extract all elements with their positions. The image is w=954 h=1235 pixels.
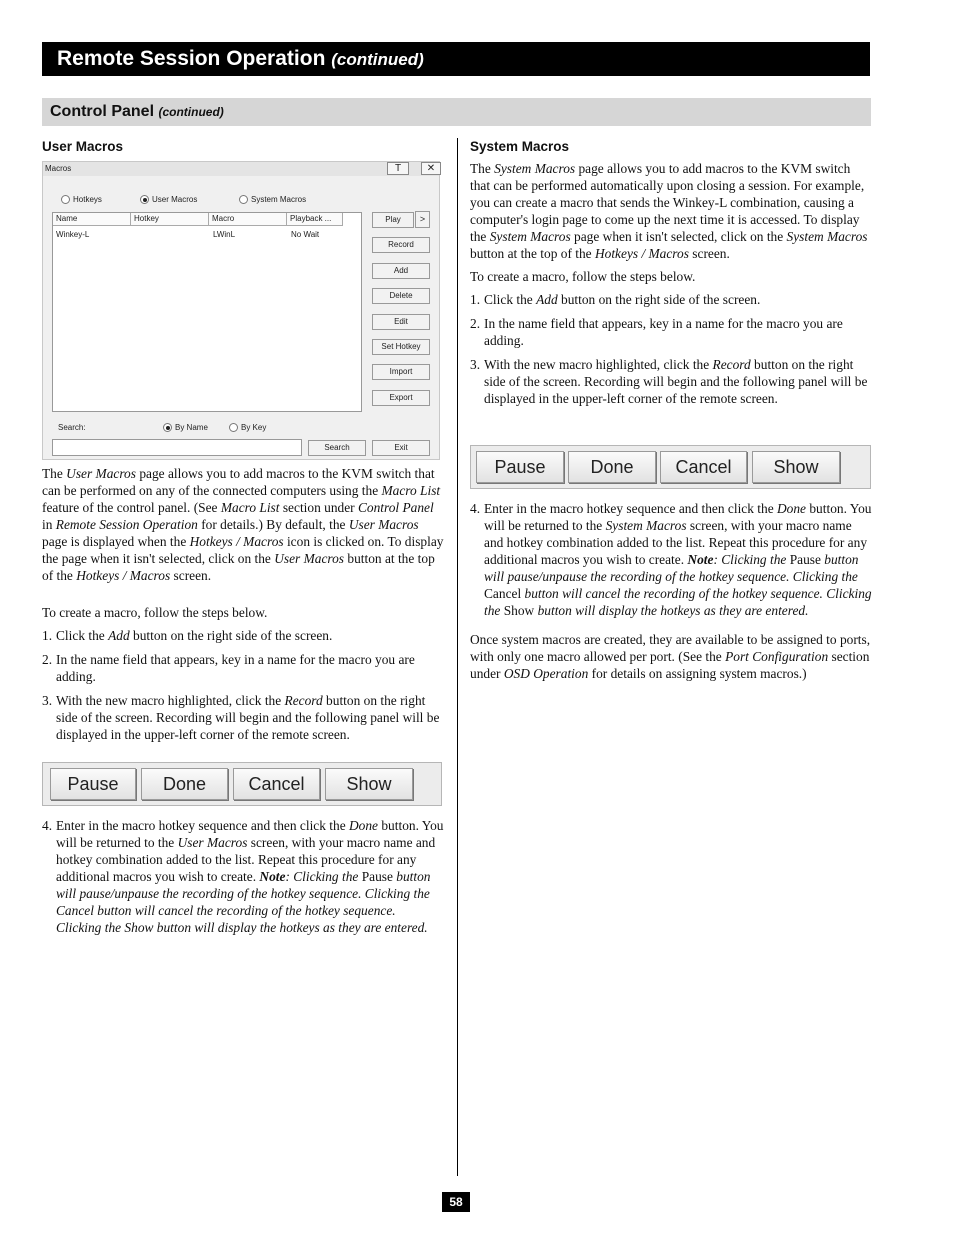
window-titlebar: Macros bbox=[43, 162, 439, 176]
set-hotkey-button[interactable]: Set Hotkey bbox=[372, 339, 430, 355]
system-macros-heading: System Macros bbox=[470, 139, 570, 154]
done-button[interactable]: Done bbox=[141, 768, 228, 800]
radio-by-name[interactable]: By Name bbox=[163, 423, 208, 432]
right-step-2: 2. In the name field that appears, key in a name for the macro you are adding. bbox=[470, 316, 843, 348]
radio-by-key[interactable]: By Key bbox=[229, 423, 266, 432]
search-input[interactable] bbox=[52, 439, 302, 456]
show-button[interactable]: Show bbox=[325, 768, 413, 800]
left-steps-intro: To create a macro, follow the steps below. bbox=[42, 605, 268, 620]
edit-button[interactable]: Edit bbox=[372, 314, 430, 330]
radio-user-macros[interactable]: User Macros bbox=[140, 195, 197, 204]
cancel-button[interactable]: Cancel bbox=[660, 451, 747, 483]
user-macros-intro: The User Macros page allows you to add macros to the KVM switch that can be performed on any of the connected computers using the Macro List feature of the control panel. (See Macro List section under Control Panel in Remote Session Operation for details.) By default, the User Macros page is displayed when the Hotkeys / Macros icon is clicked on. To display the page when it isn't selected, click on the User Macros button at the top of the Hotkeys / Macros screen. bbox=[42, 466, 444, 583]
macro-list[interactable] bbox=[52, 212, 362, 412]
right-step-1: 1. Click the Add button on the right side of the screen. bbox=[470, 292, 761, 307]
radio-dot-icon bbox=[140, 195, 149, 204]
search-label: Search: bbox=[58, 423, 86, 432]
system-macros-intro: The System Macros page allows you to add macros to the KVM switch that can be performed automatically upon closing a session. For example, you can create a macro that sends the Winkey-L combination, causing a computer's login page to come up the next time it is accessed. To display the System Macros page when it isn't selected, click on the System Macros button at the top of the Hotkeys / Macros screen. bbox=[470, 161, 868, 261]
exit-button[interactable]: Exit bbox=[372, 440, 430, 456]
play-button[interactable]: Play bbox=[372, 212, 414, 228]
radio-dot-icon bbox=[163, 423, 172, 432]
closing-paragraph: Once system macros are created, they are available to be assigned to ports, with only one macro allowed per port. (See the Port Configuration section under OSD Operation for details on assigning system macros.) bbox=[470, 632, 871, 681]
right-body bbox=[470, 138, 872, 414]
radio-dot-icon bbox=[229, 423, 238, 432]
left-step-3: 3. With the new macro highlighted, click the Record button on the right side of the screen. Recording will begin and the following panel will be displayed in the upper-left corner of the remote screen. bbox=[42, 693, 440, 742]
radio-dot-icon bbox=[239, 195, 248, 204]
right-step-4: 4. Enter in the macro hotkey sequence and then click the Done button. You will be returned to the System Macros screen, with your macro name and hotkey combination added to the list. Repeat this procedure for any additional macros you wish to create. Note: Clicking the Pause button will pause/unpause the recording of the hotkey sequence. Clicking the Cancel button will cancel the recording of the hotkey sequence. Clicking the Show button will display the hotkeys as they are entered. bbox=[470, 501, 872, 618]
column-divider bbox=[457, 138, 458, 1176]
left-step-1: 1. Click the Add button on the right side of the screen. bbox=[42, 628, 333, 643]
recording-panel-left bbox=[42, 762, 442, 806]
right-step4-block bbox=[470, 500, 872, 688]
import-button[interactable]: Import bbox=[372, 364, 430, 380]
left-step4-block bbox=[42, 817, 444, 943]
right-steps-intro: To create a macro, follow the steps below. bbox=[470, 269, 696, 284]
search-button[interactable]: Search bbox=[308, 440, 366, 456]
col-hotkey[interactable]: Hotkey bbox=[131, 213, 209, 226]
play-arrow-button[interactable]: > bbox=[415, 211, 430, 228]
close-icon[interactable]: ✕ bbox=[421, 162, 441, 175]
col-macro[interactable]: Macro bbox=[209, 213, 287, 226]
recording-panel-right bbox=[470, 445, 871, 489]
col-playback[interactable]: Playback ... bbox=[287, 213, 343, 226]
col-name[interactable]: Name bbox=[53, 213, 131, 226]
pause-button[interactable]: Pause bbox=[476, 451, 564, 483]
page-title: Remote Session Operation (continued) bbox=[42, 42, 870, 76]
pin-button[interactable]: T bbox=[387, 162, 409, 175]
row-macro[interactable]: LWinL bbox=[213, 230, 236, 239]
record-button[interactable]: Record bbox=[372, 237, 430, 253]
radio-system-macros[interactable]: System Macros bbox=[239, 195, 306, 204]
macros-window bbox=[42, 161, 440, 460]
done-button[interactable]: Done bbox=[568, 451, 656, 483]
row-playback[interactable]: No Wait bbox=[291, 230, 320, 239]
page-number: 58 bbox=[442, 1192, 470, 1212]
right-step-3: 3. With the new macro highlighted, click the Record button on the right side of the screen. Recording will begin and the following panel will be displayed in the upper-left corner of the remote screen. bbox=[470, 357, 868, 406]
radio-hotkeys[interactable]: Hotkeys bbox=[61, 195, 102, 204]
radio-dot-icon bbox=[61, 195, 70, 204]
delete-button[interactable]: Delete bbox=[372, 288, 430, 304]
pause-button[interactable]: Pause bbox=[50, 768, 136, 800]
left-step-4: 4. Enter in the macro hotkey sequence and then click the Done button. You will be returned to the User Macros screen, with your macro name and hotkey combination added to the list. Repeat this procedure for any additional macros you wish to create. Note: Clicking the Pause button will pause/unpause the recording of the hotkey sequence. Clicking the Cancel button will cancel the recording of the hotkey sequence. Clicking the Show button will display the hotkeys as they are entered. bbox=[42, 818, 444, 935]
show-button[interactable]: Show bbox=[752, 451, 840, 483]
left-step-2: 2. In the name field that appears, key in a name for the macro you are adding. bbox=[42, 652, 415, 684]
export-button[interactable]: Export bbox=[372, 390, 430, 406]
section-title: Control Panel (continued) bbox=[42, 98, 871, 126]
left-heading-block bbox=[42, 138, 442, 160]
cancel-button[interactable]: Cancel bbox=[233, 768, 320, 800]
left-steps bbox=[42, 604, 444, 750]
left-body bbox=[42, 465, 444, 590]
add-button[interactable]: Add bbox=[372, 263, 430, 279]
user-macros-heading: User Macros bbox=[42, 139, 124, 154]
row-name[interactable]: Winkey-L bbox=[56, 230, 90, 239]
